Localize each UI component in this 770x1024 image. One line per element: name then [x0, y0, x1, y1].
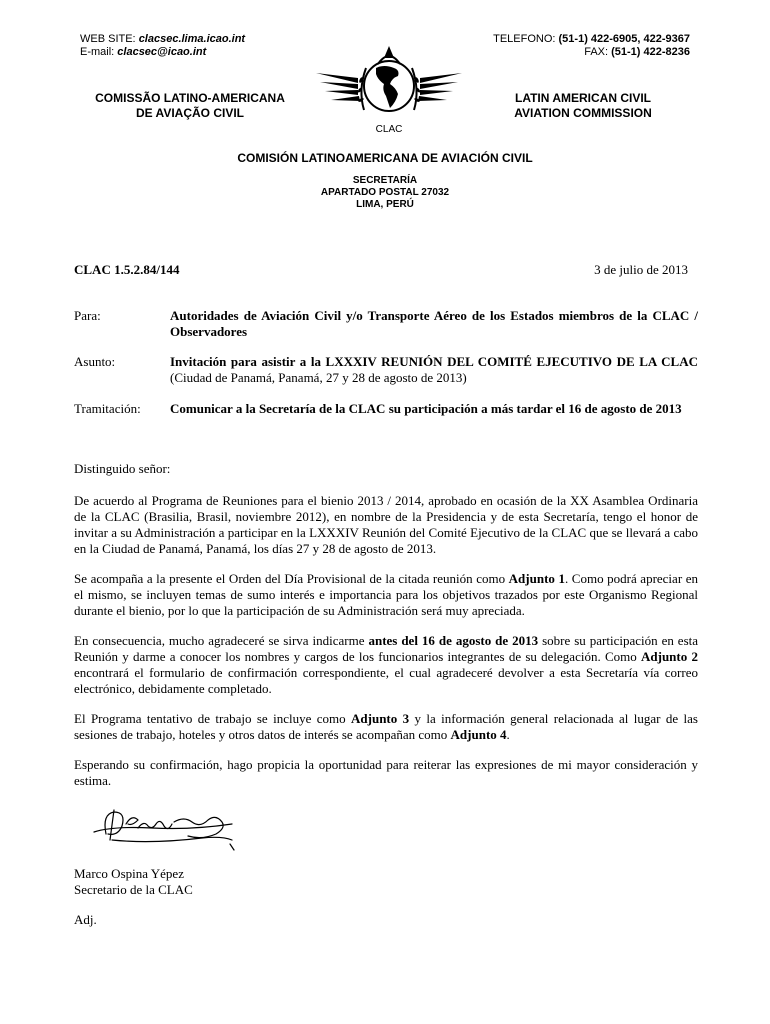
fax-value: (51-1) 422-8236: [611, 46, 690, 58]
handwritten-signature: [92, 800, 242, 852]
tramitacion-label: Tramitación:: [74, 401, 141, 416]
org-en-line2: AVIATION COMMISSION: [514, 106, 652, 120]
website-label: WEB SITE:: [80, 33, 139, 45]
asunto-rest: (Ciudad de Panamá, Panamá, 27 y 28 de agosto de 2013): [170, 370, 467, 385]
phone-value: (51-1) 422-6905, 422-9367: [558, 33, 690, 45]
phone-line: [493, 33, 690, 46]
secretariat-line1: SECRETARÍA: [352, 175, 418, 186]
secretariat-line2: APARTADO POSTAL 27032: [320, 187, 450, 198]
org-en-line1: LATIN AMERICAN CIVIL: [515, 91, 651, 105]
org-name-spanish: COMISIÓN LATINOAMERICANA DE AVIACIÓN CIVIL: [237, 151, 533, 165]
clac-logo: [314, 40, 464, 135]
asunto-value: [170, 354, 698, 386]
fax-line: [493, 46, 690, 59]
paragraph-4: El Programa tentativo de trabajo se incluye como Adjunto 3 y la información general relacionada al lugar de las sesiones de trabajo, hoteles y otros datos de interés se acompañan como Adjunto 4.: [74, 711, 698, 742]
org-name-portuguese: [80, 91, 300, 121]
email-label: E-mail:: [80, 46, 118, 58]
enclosure-note: Adj.: [74, 912, 97, 927]
asunto-label: Asunto:: [74, 354, 116, 369]
paragraph-3: En consecuencia, mucho agradeceré se sirva indicarme antes del 16 de agosto de 2013 sobre su participación en esta Reunión y darme a conocer los nombres y cargos de los funcionarios integrantes de su delegación. Como Adjunto 2 encontrará el formulario de confirmación correspondiente, el cual agradeceré devolver a esta Secretaría vía correo electrónico, debidamente completado.: [74, 633, 699, 696]
para-label: Para:: [74, 308, 101, 323]
tramitacion-value: Comunicar a la Secretaría de la CLAC su participación a más tardar el 16 de agosto de 2013: [170, 401, 682, 416]
para-value: Autoridades de Aviación Civil y/o Transporte Aéreo de los Estados miembros de la CLAC / Observadores: [170, 308, 698, 339]
letter-body: [74, 461, 698, 803]
fax-label: FAX:: [584, 46, 612, 58]
org-pt-line2: DE AVIAÇÃO CIVIL: [135, 106, 244, 120]
header-contacts-right: [493, 33, 690, 59]
signer-title: Secretario de la CLAC: [74, 882, 193, 897]
letter-reference: CLAC 1.5.2.84/144: [74, 262, 180, 277]
asunto-bold: Invitación para asistir a la LXXXIV REUNIÓN DEL COMITÉ EJECUTIVO DE LA CLAC: [170, 354, 698, 369]
secretariat-line3: LIMA, PERÚ: [356, 199, 414, 210]
letter-date: 3 de julio de 2013: [594, 262, 688, 277]
paragraph-5: Esperando su confirmación, hago propicia la oportunidad para reiterar las expresiones de mi mayor consideración y estima.: [74, 757, 698, 788]
deadline-text: antes del 16 de agosto de 2013: [368, 633, 539, 648]
org-name-english: [483, 91, 683, 121]
phone-label: TELEFONO:: [493, 33, 559, 45]
salutation: Distinguido señor:: [74, 461, 171, 476]
adjunto-3-ref: Adjunto 3: [351, 711, 410, 726]
logo-text: CLAC: [375, 124, 403, 135]
header-contacts-left: [80, 33, 245, 59]
adjunto-4-ref: Adjunto 4: [450, 727, 507, 742]
adjunto-2-ref: Adjunto 2: [641, 649, 698, 664]
website-line: [80, 33, 245, 46]
paragraph-1: De acuerdo al Programa de Reuniones para el bienio 2013 / 2014, aprobado en ocasión de la XX Asamblea Ordinaria de la CLAC (Brasilia, Brasil, noviembre 2012), en nombre de la Presidencia y de esta Secretaría, tengo el honor de invitar a su Administración a participar en la LXXXIV Reunión del Comité Ejecutivo de la CLAC que se llevará a cabo en la Ciudad de Panamá, Panamá, los días 27 y 28 de agosto de 2013.: [74, 493, 698, 556]
adjunto-1-ref: Adjunto 1: [508, 571, 565, 586]
email-link[interactable]: clacsec@icao.int: [117, 46, 207, 58]
org-pt-line1: COMISSÃO LATINO-AMERICANA: [95, 91, 285, 105]
signer-name: Marco Ospina Yépez: [74, 866, 184, 881]
email-line: [80, 46, 245, 59]
secretariat-address: [0, 175, 770, 211]
website-link[interactable]: clacsec.lima.icao.int: [138, 33, 246, 45]
paragraph-2: Se acompaña a la presente el Orden del Día Provisional de la citada reunión como Adjunto 1. Como podrá apreciar en el mismo, se incluyen temas de sumo interés e importancia para los objetivos trazados por este Organismo Regional durante el bienio, por lo que la participación de su Administración será muy apreciada.: [74, 571, 698, 618]
signer-block: [74, 866, 193, 898]
